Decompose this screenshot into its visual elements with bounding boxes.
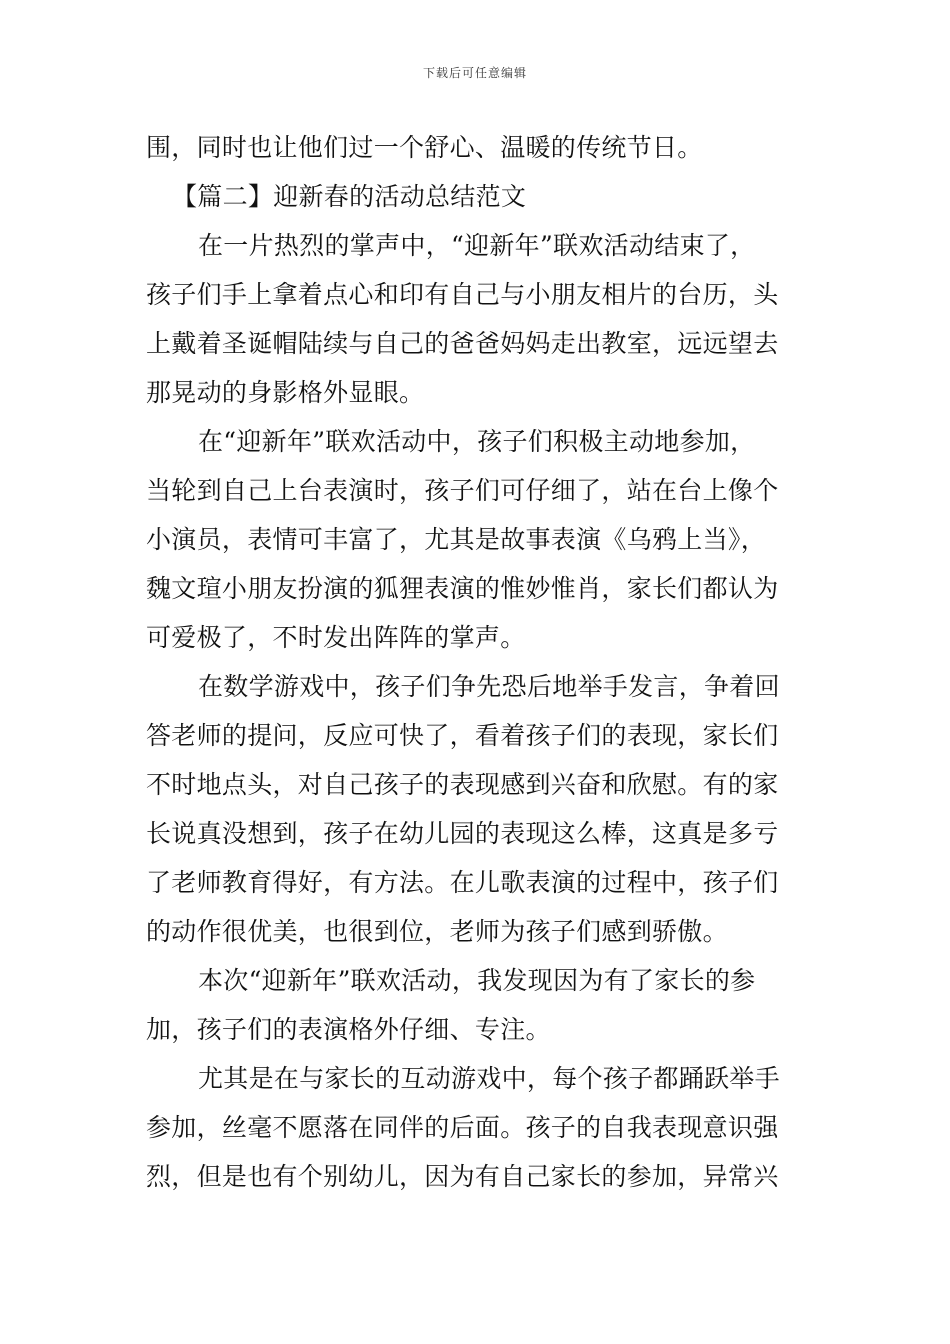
page-header-note: 下载后可任意编辑: [422, 66, 527, 80]
text-line: 当轮到自己上台表演时，孩子们可仔细了，站在台上像个: [146, 476, 779, 505]
paragraph-start-line: 在“迎新年”联欢活动中，孩子们积极主动地参加，: [198, 427, 756, 456]
text-line: 孩子们手上拿着点心和印有自己与小朋友相片的台历，头: [146, 280, 779, 309]
text-line: 加，孩子们的表演格外仔细、专注。: [146, 1015, 551, 1044]
paragraph-start-line: 在一片热烈的掌声中，“迎新年”联欢活动结束了，: [198, 231, 756, 260]
text-line: 那晃动的身影格外显眼。: [146, 378, 425, 407]
paragraph-start-line: 尤其是在与家长的互动游戏中，每个孩子都踊跃举手: [198, 1064, 780, 1093]
section-heading: 【篇二】迎新春的活动总结范文: [172, 182, 527, 211]
document-body: [146, 123, 816, 1201]
text-line: 魏文瑄小朋友扮演的狐狸表演的惟妙惟肖，家长们都认为: [146, 574, 779, 603]
paragraph-start-line: 在数学游戏中，孩子们争先恐后地举手发言，争着回: [198, 672, 780, 701]
paragraph-start-line: 本次“迎新年”联欢活动，我发现因为有了家长的参: [198, 966, 756, 995]
text-line: 烈，但是也有个别幼儿，因为有自己家长的参加，异常兴: [146, 1162, 779, 1191]
text-line: 可爱极了，不时发出阵阵的掌声。: [146, 623, 526, 652]
text-line: 了老师教育得好，有方法。在儿歌表演的过程中，孩子们: [146, 868, 779, 897]
text-line: 答老师的提问，反应可快了，看着孩子们的表现，家长们: [146, 721, 779, 750]
text-line: 小演员，表情可丰富了，尤其是故事表演《乌鸦上当》，: [146, 525, 767, 554]
text-line: 参加，丝毫不愿落在同伴的后面。孩子的自我表现意识强: [146, 1113, 779, 1142]
text-line: 围，同时也让他们过一个舒心、温暖的传统节日。: [146, 133, 703, 162]
text-line: 不时地点头，对自己孩子的表现感到兴奋和欣慰。有的家: [146, 770, 779, 799]
text-line: 的动作很优美，也很到位，老师为孩子们感到骄傲。: [146, 917, 728, 946]
text-line: 上戴着圣诞帽陆续与自己的爸爸妈妈走出教室，远远望去: [146, 329, 779, 358]
text-line: 长说真没想到，孩子在幼儿园的表现这么棒，这真是多亏: [146, 819, 779, 848]
